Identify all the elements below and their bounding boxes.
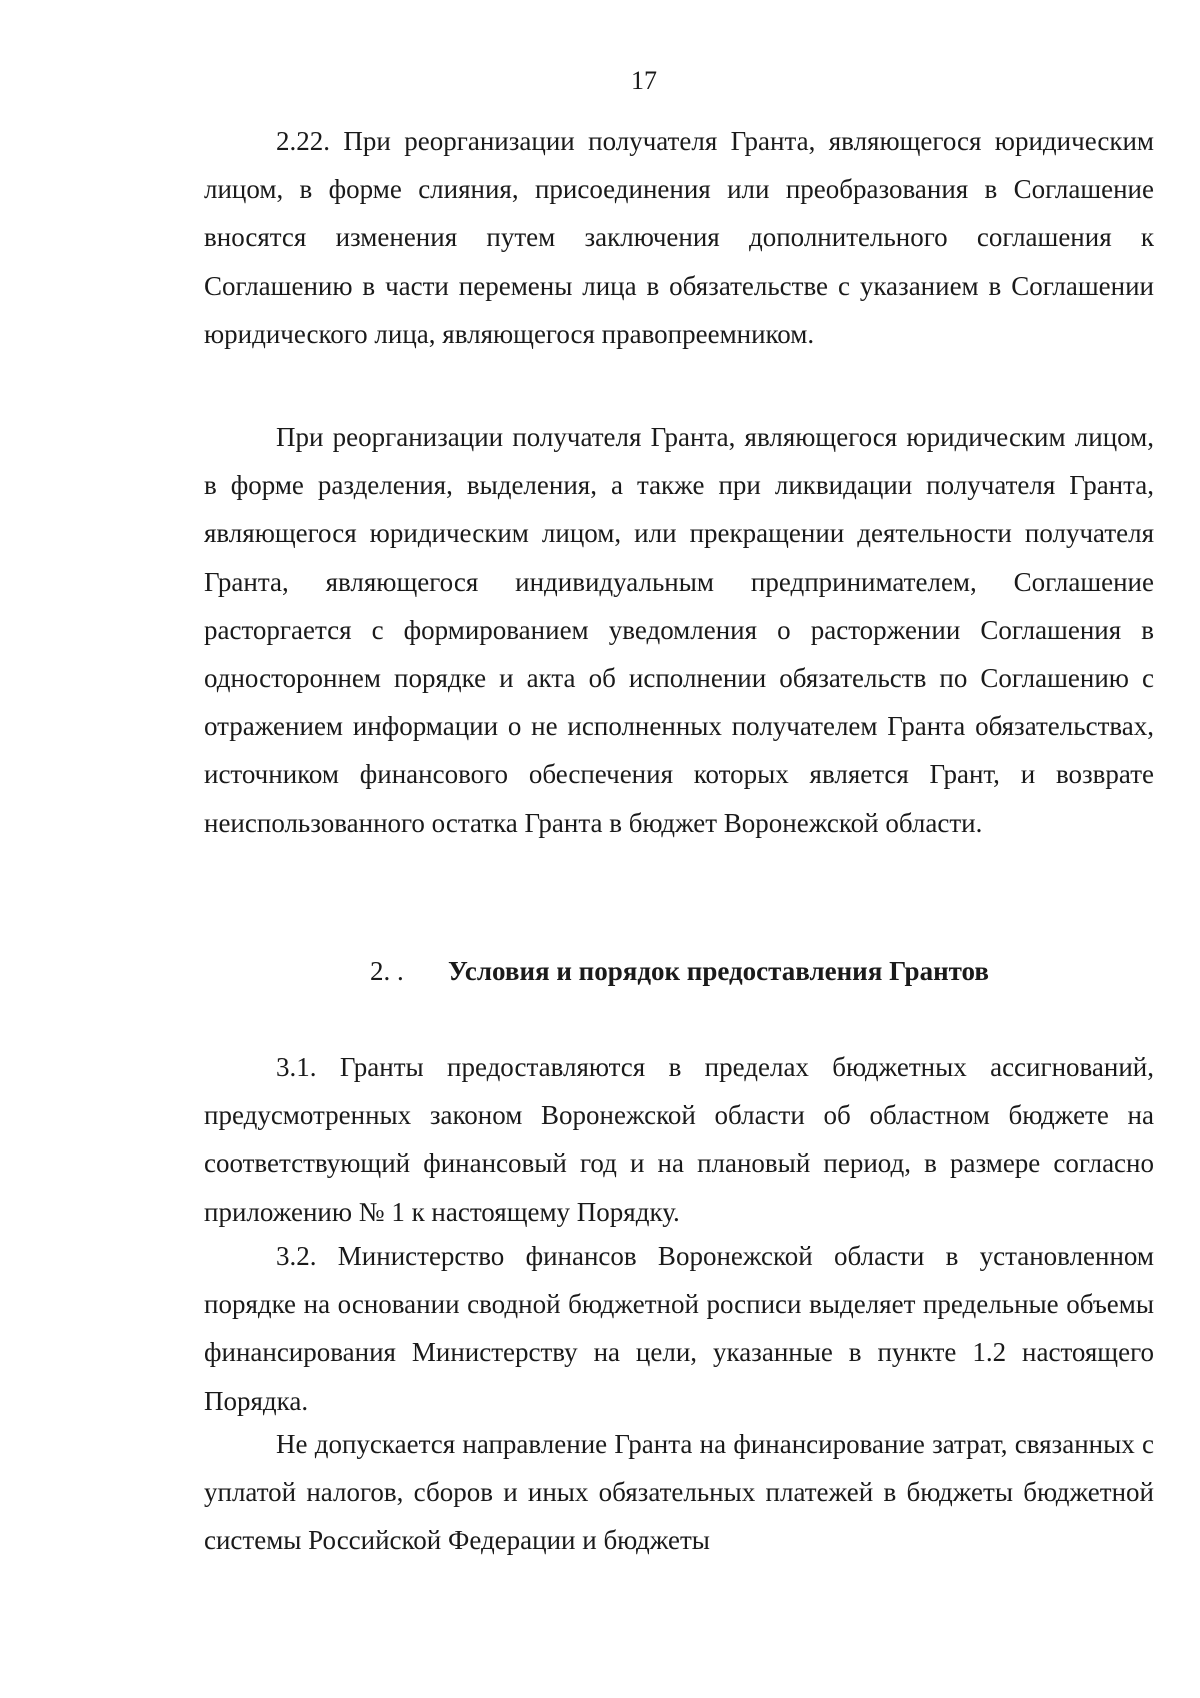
- paragraph-text: 3.2. Министерство финансов Воронежской области в установленном порядке на основании сводной бюджетной росписи выделяет предельные объемы финансирования Министерству на цели, указанные в пункте 1.2 настоящего Порядка.: [204, 1241, 1154, 1416]
- section-title: Условия и порядок предоставления Грантов: [448, 956, 989, 986]
- section-number: 2. .: [370, 956, 404, 986]
- paragraph-2-22: [204, 117, 1154, 358]
- paragraph-3-2: [204, 1232, 1154, 1425]
- page-number: 17: [631, 66, 657, 95]
- paragraph-reorganization: [204, 413, 1154, 847]
- section-heading: [370, 951, 989, 991]
- paragraph-text: 3.1. Гранты предоставляются в пределах бюджетных ассигнований, предусмотренных законом Воронежской области об областном бюджете на соответствующий финансовый год и на плановый период, в размере согласно приложению № 1 к настоящему Порядку.: [204, 1052, 1154, 1227]
- paragraph-text: При реорганизации получателя Гранта, являющегося юридическим лицом, в форме разделения, выделения, а также при ликвидации получателя Гранта, являющегося юридическим лицом, или прекращении деятельности получателя Гранта, являющегося индивидуальным предпринимателем, Соглашение расторгается с формированием уведомления о расторжении Соглашения в одностороннем порядке и акта об исполнении обязательств по Соглашению с отражением информации о не исполненных получателем Гранта обязательствах, источником финансового обеспечения которых является Грант, и возврате неиспользованного остатка Гранта в бюджет Воронежской области.: [204, 422, 1154, 838]
- paragraph-3-1: [204, 1043, 1154, 1236]
- paragraph-not-allowed: [204, 1420, 1154, 1565]
- paragraph-text: 2.22. При реорганизации получателя Гранта, являющегося юридическим лицом, в форме слияния, присоединения или преобразования в Соглашение вносятся изменения путем заключения дополнительного соглашения к Соглашению в части перемены лица в обязательстве с указанием в Соглашении юридического лица, являющегося правопреемником.: [204, 126, 1154, 349]
- paragraph-text: Не допускается направление Гранта на финансирование затрат, связанных с уплатой налогов, сборов и иных обязательных платежей в бюджеты бюджетной системы Российской Федерации и бюджеты: [204, 1429, 1154, 1556]
